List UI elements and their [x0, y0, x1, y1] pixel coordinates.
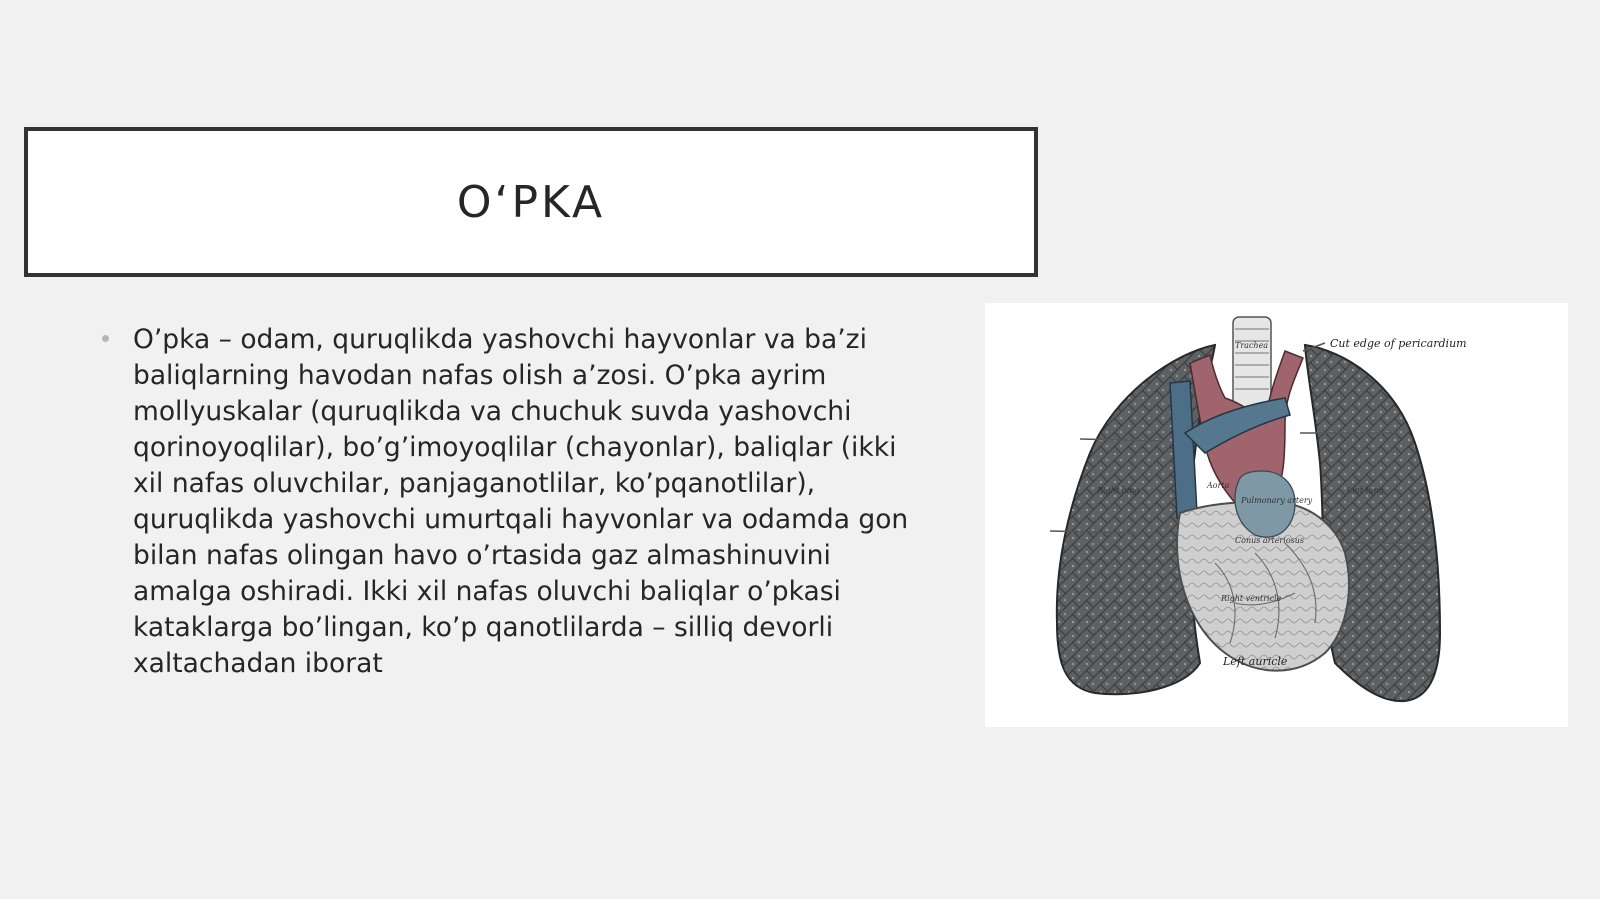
trachea-shape — [1233, 317, 1271, 407]
bullet-icon — [102, 335, 109, 342]
label-trachea: Trachea — [1235, 341, 1269, 350]
lung-heart-illustration[interactable] — [985, 303, 1568, 727]
content-placeholder[interactable] — [100, 322, 930, 682]
slide-title: O‘PKA — [456, 176, 606, 228]
label-conus-arteriosus: Conus arteriosus — [1235, 536, 1304, 545]
anatomy-drawing — [985, 303, 1568, 727]
label-pericardium: Cut edge of pericardium — [1330, 337, 1467, 350]
label-right-ventricle: Right ventricle — [1221, 594, 1282, 603]
label-left-lung: Left lung — [1347, 486, 1384, 495]
label-pulmonary-artery: Pulmonary artery — [1241, 496, 1313, 505]
label-right-lung: Right lung — [1097, 486, 1140, 495]
title-placeholder[interactable] — [24, 127, 1038, 277]
label-left-auricle: Left auricle — [1223, 655, 1288, 668]
bullet-item — [100, 322, 930, 682]
label-aorta: Aorta — [1207, 481, 1230, 490]
bullet-text: O’pka – odam, quruqlikda yashovchi hayvonlar va ba’zi baliqlarning havodan nafas olish a’zosi. O’pka ayrim mollyuskalar (quruqlikda va chuchuk suvda yashovchi qorinoyoqlilar), bo’g’imoyoqlilar (chayonlar), baliqlar (ikki xil nafas oluvchilar, panjaganotlilar, ko’pqanotlilar), quruqlikda yashovchi umurtqali hayvonlar va odamda gon bilan nafas olingan havo o’rtasida gaz almashinuvini amalga oshiradi. Ikki xil nafas oluvchi baliqlar o’pkasi kataklarga bo’lingan, ko’p qanotlilarda – silliq devorli xaltachadan iborat — [133, 324, 909, 679]
